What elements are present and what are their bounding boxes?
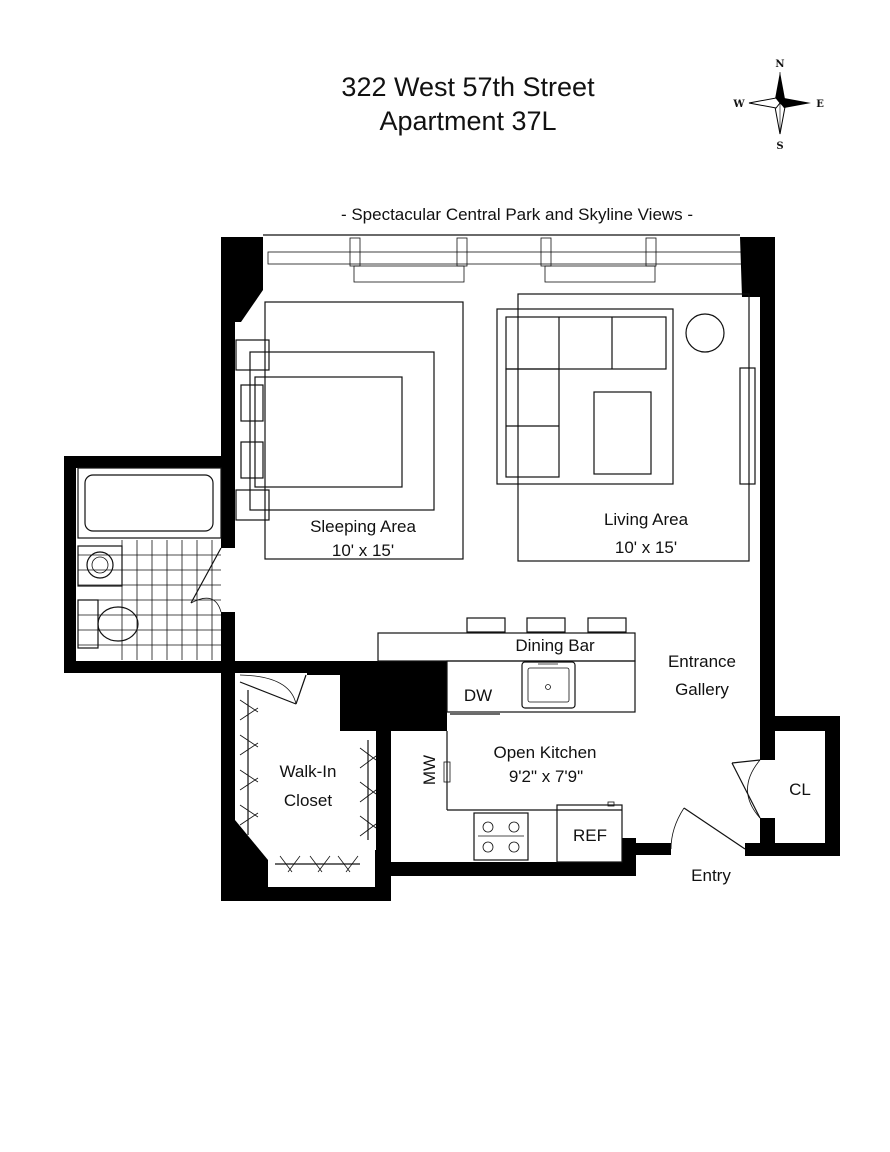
living-area-size: 10' x 15' [614, 538, 678, 557]
dishwasher-label: DW [463, 686, 493, 705]
gallery-label-line2: Gallery [675, 680, 729, 699]
compass-north-label: N [775, 59, 785, 70]
entry-label: Entry [691, 866, 731, 885]
compass-east-label: E [816, 99, 824, 110]
compass-south-label: S [776, 141, 784, 152]
compass-rose-icon [732, 59, 824, 152]
sleeping-area-size: 10' x 15' [331, 541, 395, 560]
dining-bar-label: Dining Bar [515, 636, 595, 655]
walk-in-closet-label-line2: Closet [283, 791, 333, 810]
microwave-label: MW [420, 754, 439, 786]
sleeping-area-label: Sleeping Area [310, 517, 416, 536]
walk-in-closet-label-line1: Walk-In [279, 762, 337, 781]
kitchen-label: Open Kitchen [493, 743, 597, 762]
compass-west-label: W [733, 99, 745, 110]
gallery-label-line1: Entrance [667, 652, 737, 671]
window-wall [263, 235, 743, 282]
coat-closet-label: CL [789, 780, 811, 799]
living-area-label: Living Area [603, 510, 689, 529]
kitchen-area [378, 618, 635, 862]
refrigerator-label: REF [573, 826, 607, 845]
address-title: 322 West 57th Street [341, 72, 595, 102]
unit-title: Apartment 37L [379, 106, 557, 136]
kitchen-size: 9'2" x 7'9" [508, 767, 584, 786]
living-area [497, 294, 755, 561]
view-note: - Spectacular Central Park and Skyline Views - [340, 205, 694, 224]
sleeping-area [236, 302, 463, 560]
bathroom [78, 468, 221, 660]
